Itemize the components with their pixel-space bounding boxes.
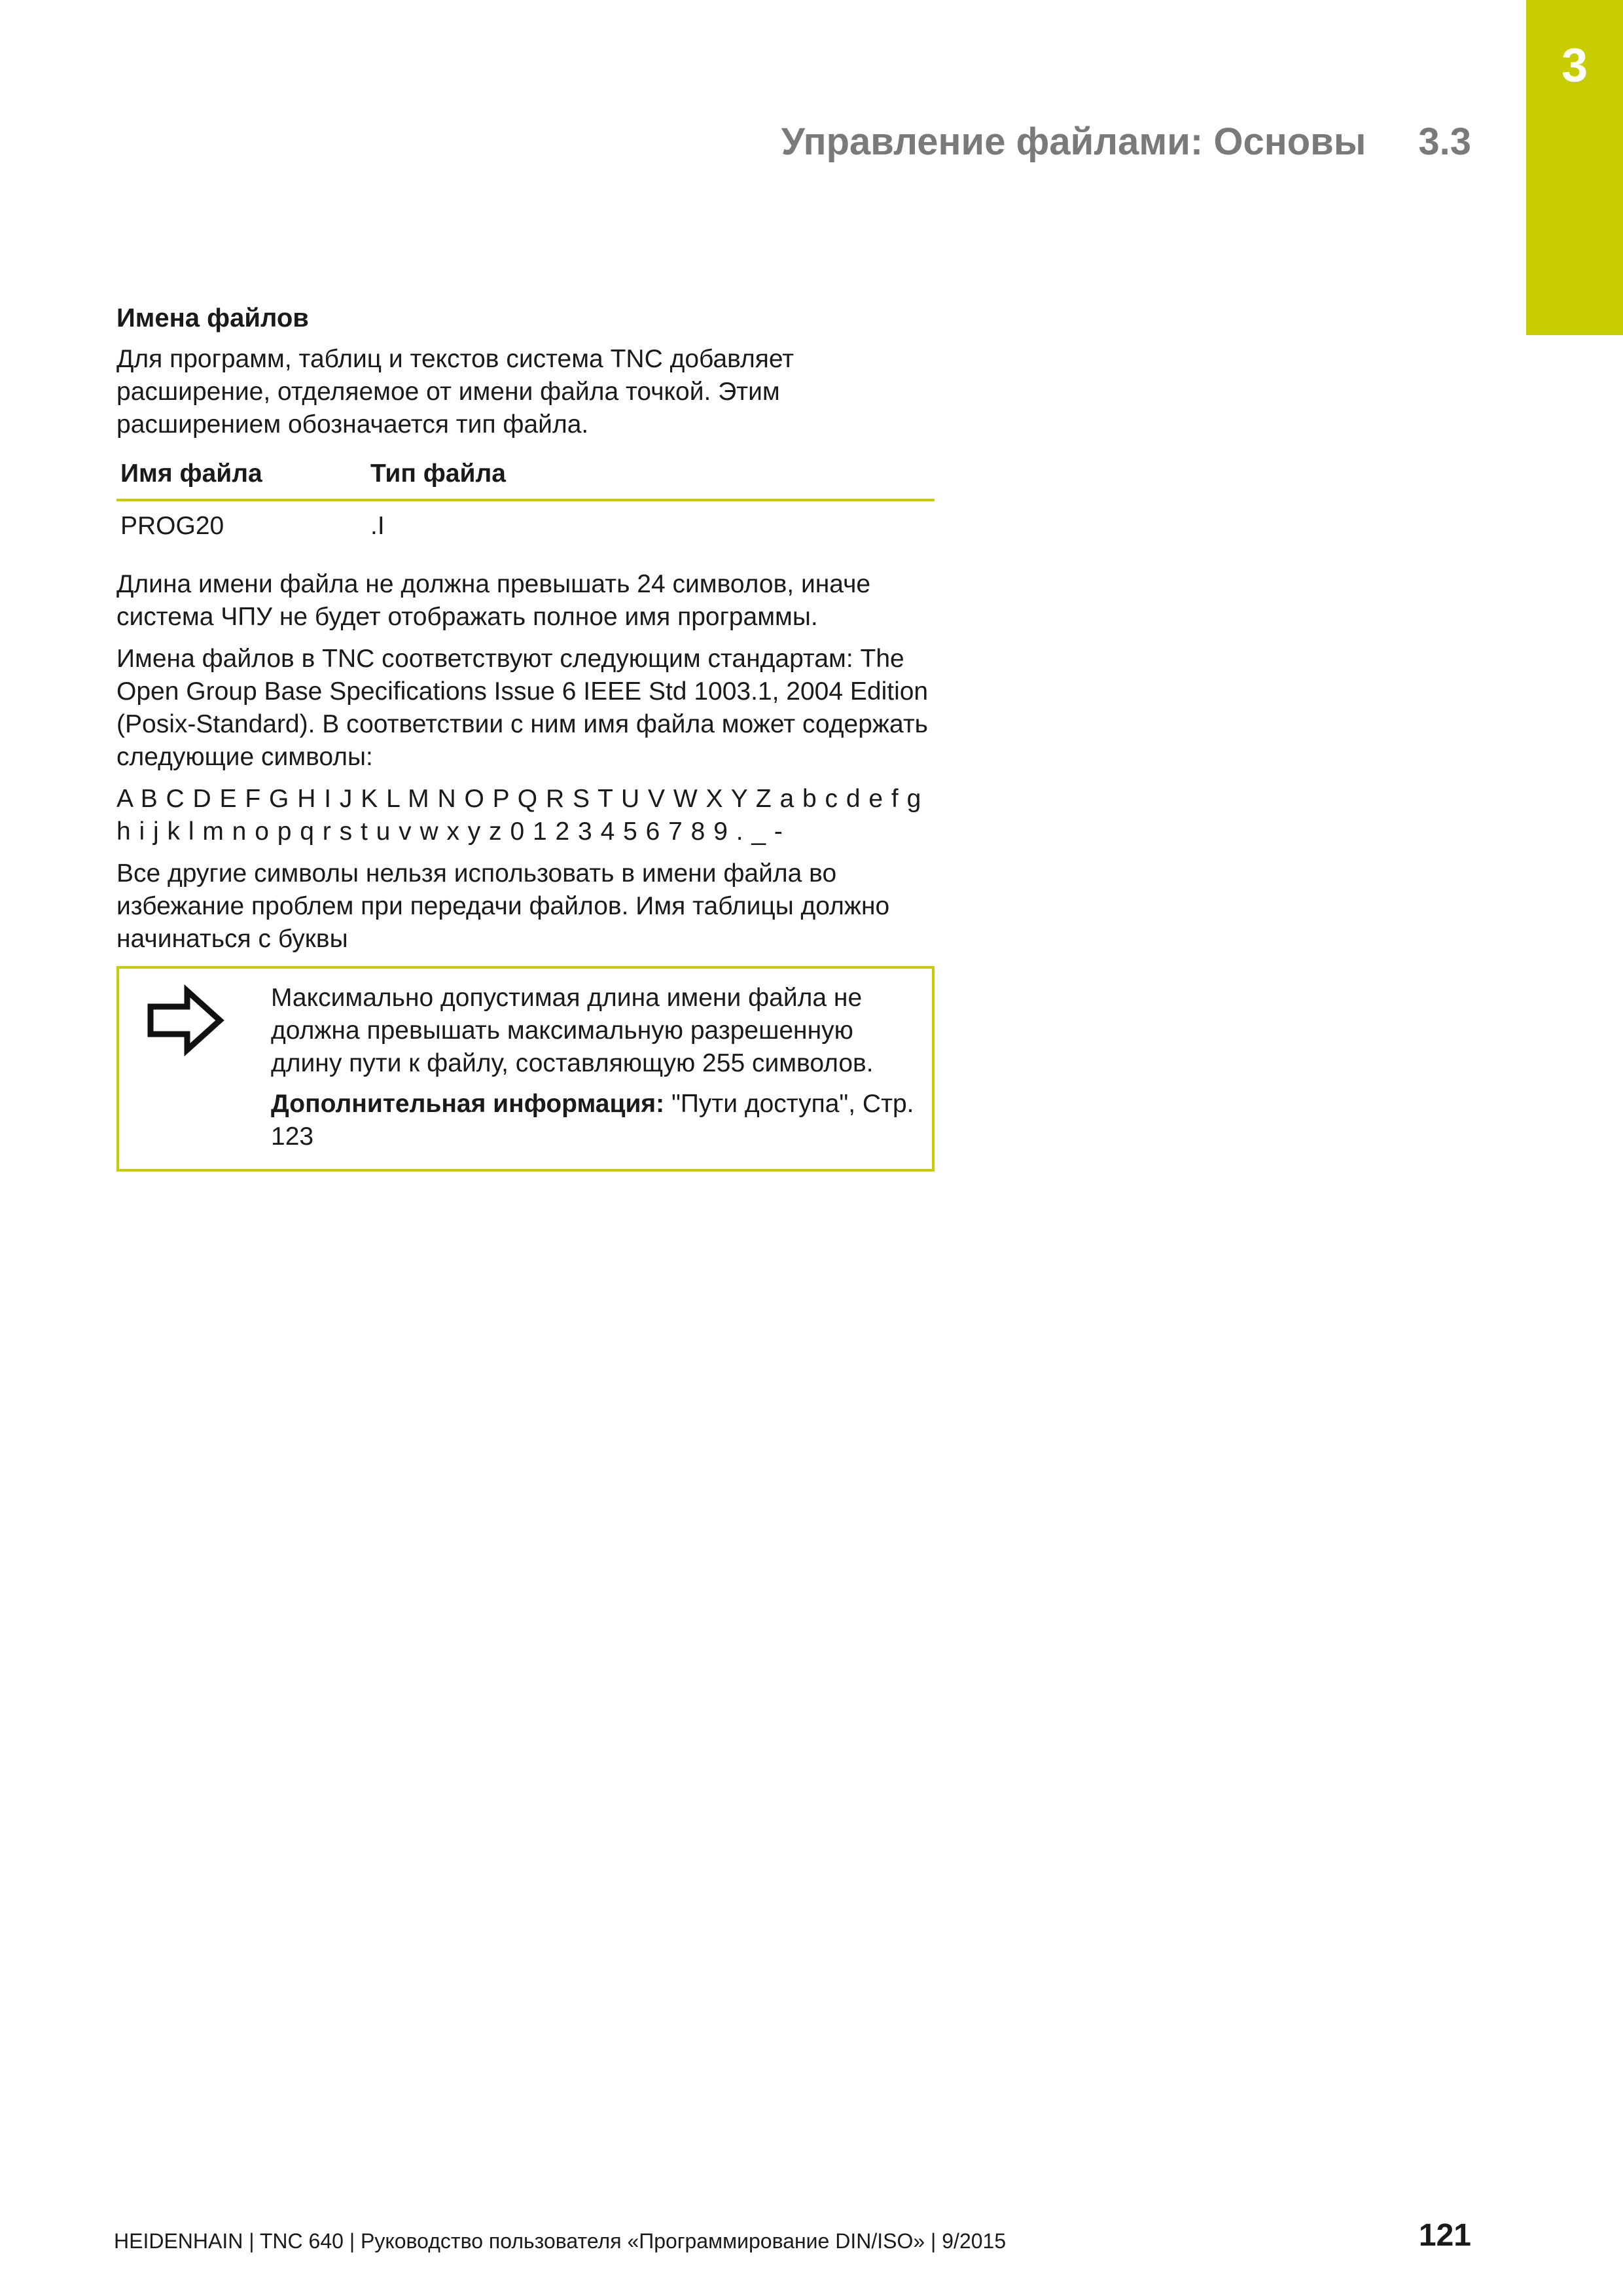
table-cell-filetype: .I — [370, 512, 385, 540]
arrow-right-icon — [147, 984, 225, 1056]
paragraph-length-limit: Длина имени файла не должна превышать 24 символов, иначе система ЧПУ не будет отображать полное имя программы. — [116, 570, 871, 631]
footer-text: HEIDENHAIN | TNC 640 | Руководство пользователя «Программирование DIN/ISO» | 9/2015 — [114, 2229, 1007, 2253]
header-section-number: 3.3 — [1418, 120, 1471, 163]
paragraph-standards: Имена файлов в TNC соответствуют следующим стандартам: The Open Group Base Specifications Issue 6 IEEE Std 1003.1, 2004 Edition (Posix-Standard). В соответствии с ним имя файла может содержать следующие символы: — [116, 645, 929, 771]
main-content — [116, 302, 935, 1172]
note-more-info — [271, 1088, 916, 1153]
section-heading: Имена файлов — [116, 304, 309, 332]
note-box — [116, 966, 935, 1172]
chapter-tab — [1526, 0, 1623, 335]
table-header-row — [116, 450, 935, 500]
intro-paragraph: Для программ, таблиц и текстов система TNC добавляет расширение, отделяемое от имени файла точкой. Этим расширением обозначается тип файла. — [116, 345, 794, 439]
note-text: Максимально допустимая длина имени файла не должна превышать максимальную разрешенную длину пути к файлу, составляющую 255 символов. — [271, 984, 874, 1077]
paragraph-other-characters: Все другие символы нельзя использовать в имени файла во избежание проблем при передачи файлов. Имя таблицы должно начинаться с буквы — [116, 859, 890, 953]
chapter-number: 3 — [1561, 39, 1588, 92]
allowed-characters: A B C D E F G H I J K L M N O P Q R S T U V W X Y Z a b c d e f g h i j k l m n o p q r s t u v w x y z 0 1 2 3 4 5 6 7 8 9 . _ - — [116, 785, 922, 846]
note-more-label: Дополнительная информация: — [271, 1090, 665, 1118]
note-more-link[interactable]: "Пути доступа", Стр. 123 — [271, 1090, 914, 1151]
header-title: Управление файлами: Основы — [781, 120, 1366, 163]
table-cell-filename: PROG20 — [120, 512, 224, 540]
table-header-filetype: Тип файла — [366, 450, 935, 500]
table-row — [116, 500, 935, 548]
file-type-table — [116, 450, 935, 548]
table-header-filename: Имя файла — [116, 450, 366, 500]
page-number: 121 — [1418, 2218, 1471, 2253]
running-header — [781, 119, 1471, 165]
